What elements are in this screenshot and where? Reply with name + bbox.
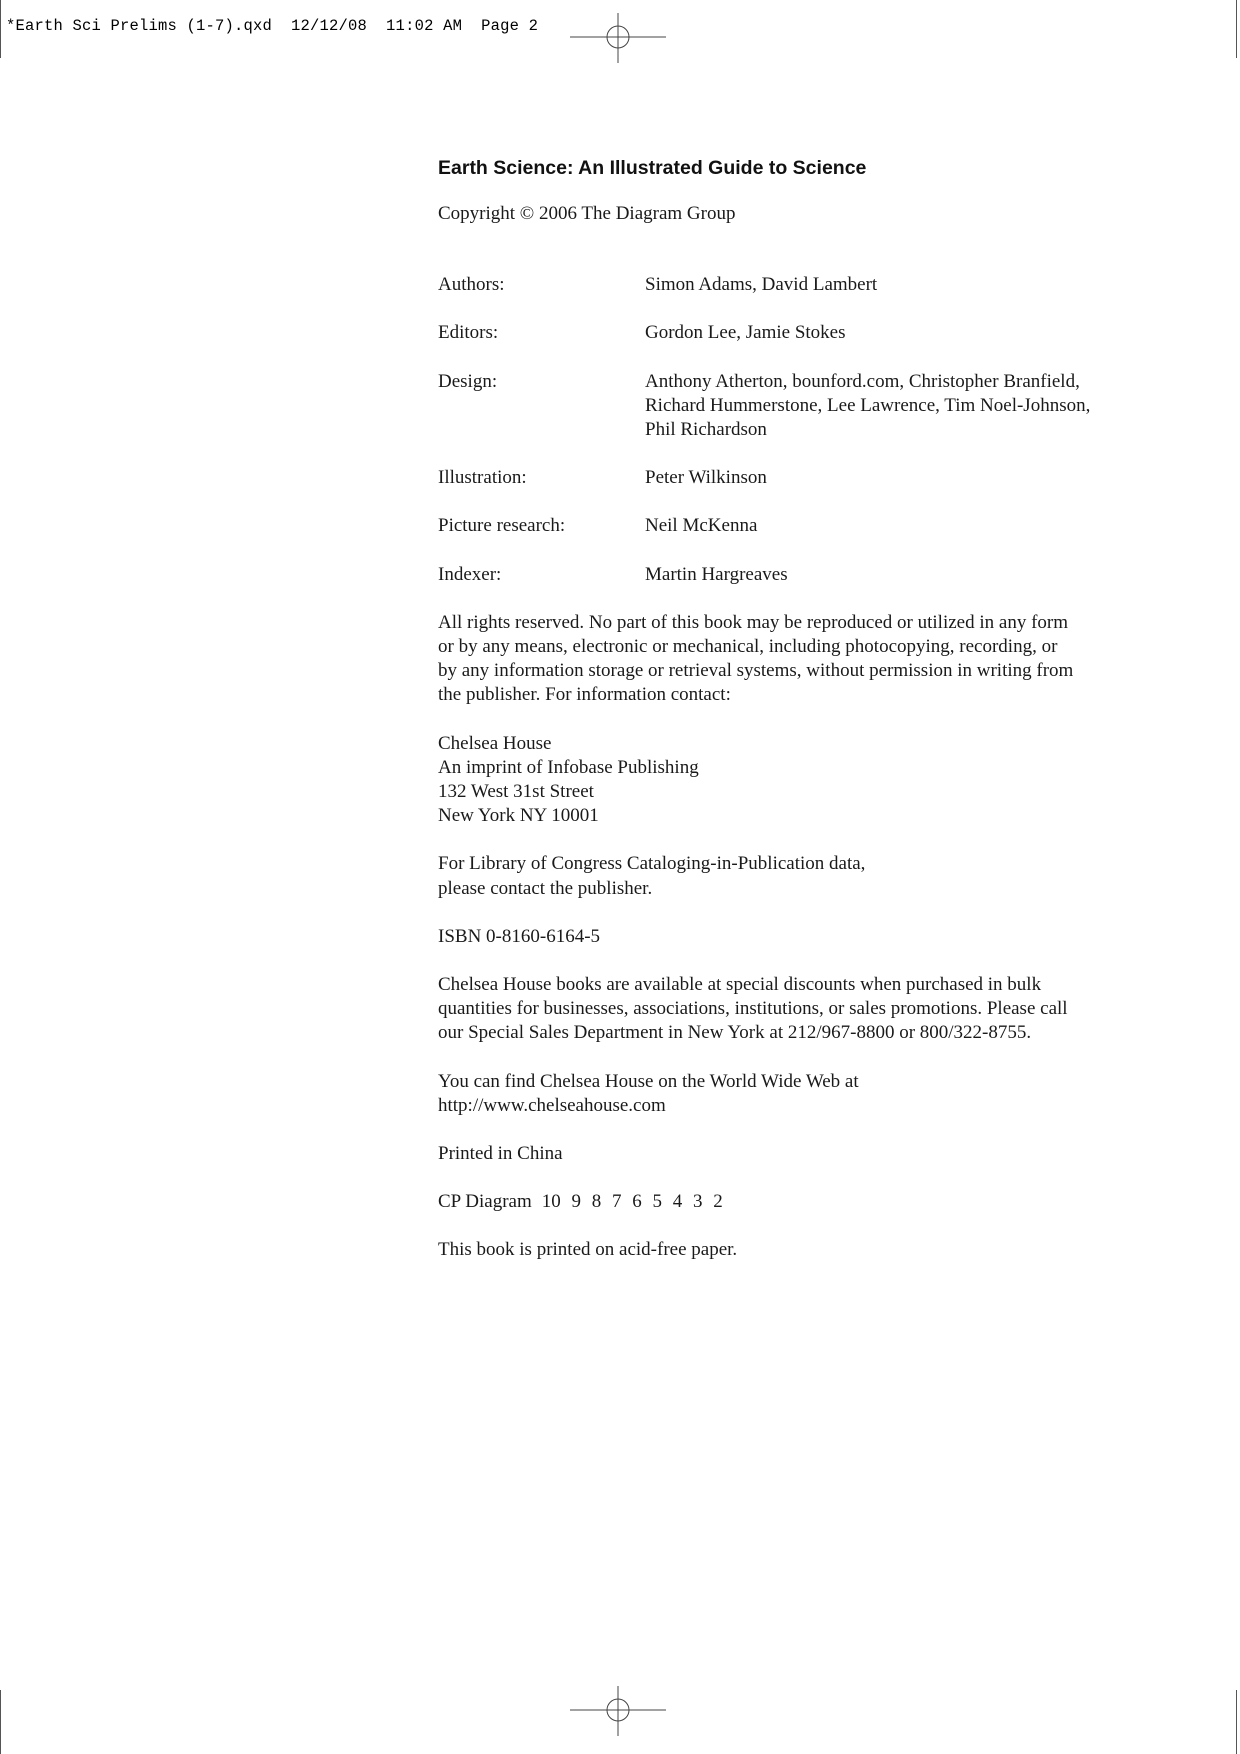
print-code-numbers: 10 9 8 7 6 5 4 3 2 [541, 1191, 723, 1213]
print-code [438, 1190, 1168, 1214]
credit-row-authors [438, 273, 1168, 297]
credit-row-editors [438, 321, 1168, 345]
website-note: You can find Chelsea House on the World Wide Web at http://www.chelseahouse.com [438, 1070, 1168, 1118]
credit-value: Simon Adams, David Lambert [645, 274, 878, 296]
credit-label: Picture research: [438, 515, 566, 537]
credit-value: Anthony Atherton, bounford.com, Christopher Branfield, Richard Hummerstone, Lee Lawrence, Tim Noel-Johnson, Phil Richardson [645, 370, 1091, 441]
credit-value: Gordon Lee, Jamie Stokes [645, 322, 846, 344]
printed-in: Printed in China [438, 1143, 563, 1165]
credits-list [438, 273, 1168, 587]
credit-value: Peter Wilkinson [645, 467, 767, 489]
credit-row-illustration [438, 466, 1168, 490]
crop-mark-bottom-right [1236, 1690, 1237, 1754]
book-title: Earth Science: An Illustrated Guide to Science [438, 157, 867, 179]
credit-value: Neil McKenna [645, 515, 758, 537]
copyright-line: Copyright © 2006 The Diagram Group [438, 203, 736, 224]
credit-label: Illustration: [438, 467, 527, 489]
registration-mark-bottom-icon [568, 1686, 668, 1736]
credit-label: Editors: [438, 322, 499, 344]
credit-row-indexer [438, 563, 1168, 587]
crop-mark-top-left [0, 0, 1, 58]
paper-note: This book is printed on acid-free paper. [438, 1239, 738, 1261]
crop-mark-bottom-left [0, 1690, 1, 1754]
print-code-label: CP Diagram [438, 1191, 532, 1213]
isbn: ISBN 0-8160-6164-5 [438, 925, 601, 947]
credit-label: Authors: [438, 274, 505, 296]
crop-mark-top-right [1236, 0, 1237, 58]
credit-row-picture-research [438, 514, 1168, 538]
special-sales-note: Chelsea House books are available at special discounts when purchased in bulk quantities for businesses, associations, institutions, or sales promotions. Please call our Special Sales Department in New York at 212/967-8800 or 800/322-8755. [438, 974, 1068, 1044]
rights-notice: All rights reserved. No part of this book may be reproduced or utilized in any form or by any means, electronic or mechanical, including photocopying, recording, or by any information storage or retrieval systems, without permission in writing from the publisher. For information contact: [438, 611, 1074, 706]
credit-label: Indexer: [438, 563, 502, 585]
cataloging-note: For Library of Congress Cataloging-in-Publication data, please contact the publisher. [438, 853, 866, 899]
credit-row-design [438, 370, 1168, 443]
credit-label: Design: [438, 370, 498, 392]
publisher-address: Chelsea House An imprint of Infobase Publishing 132 West 31st Street New York NY 10001 [438, 732, 699, 827]
file-slug: *Earth Sci Prelims (1-7).qxd 12/12/08 11:02 AM Page 2 [6, 17, 539, 35]
registration-mark-top-icon [568, 13, 668, 63]
website-url: http://www.chelseahouse.com [438, 1094, 666, 1116]
copyright-page-content [438, 155, 1168, 1263]
credit-value: Martin Hargreaves [645, 563, 788, 585]
